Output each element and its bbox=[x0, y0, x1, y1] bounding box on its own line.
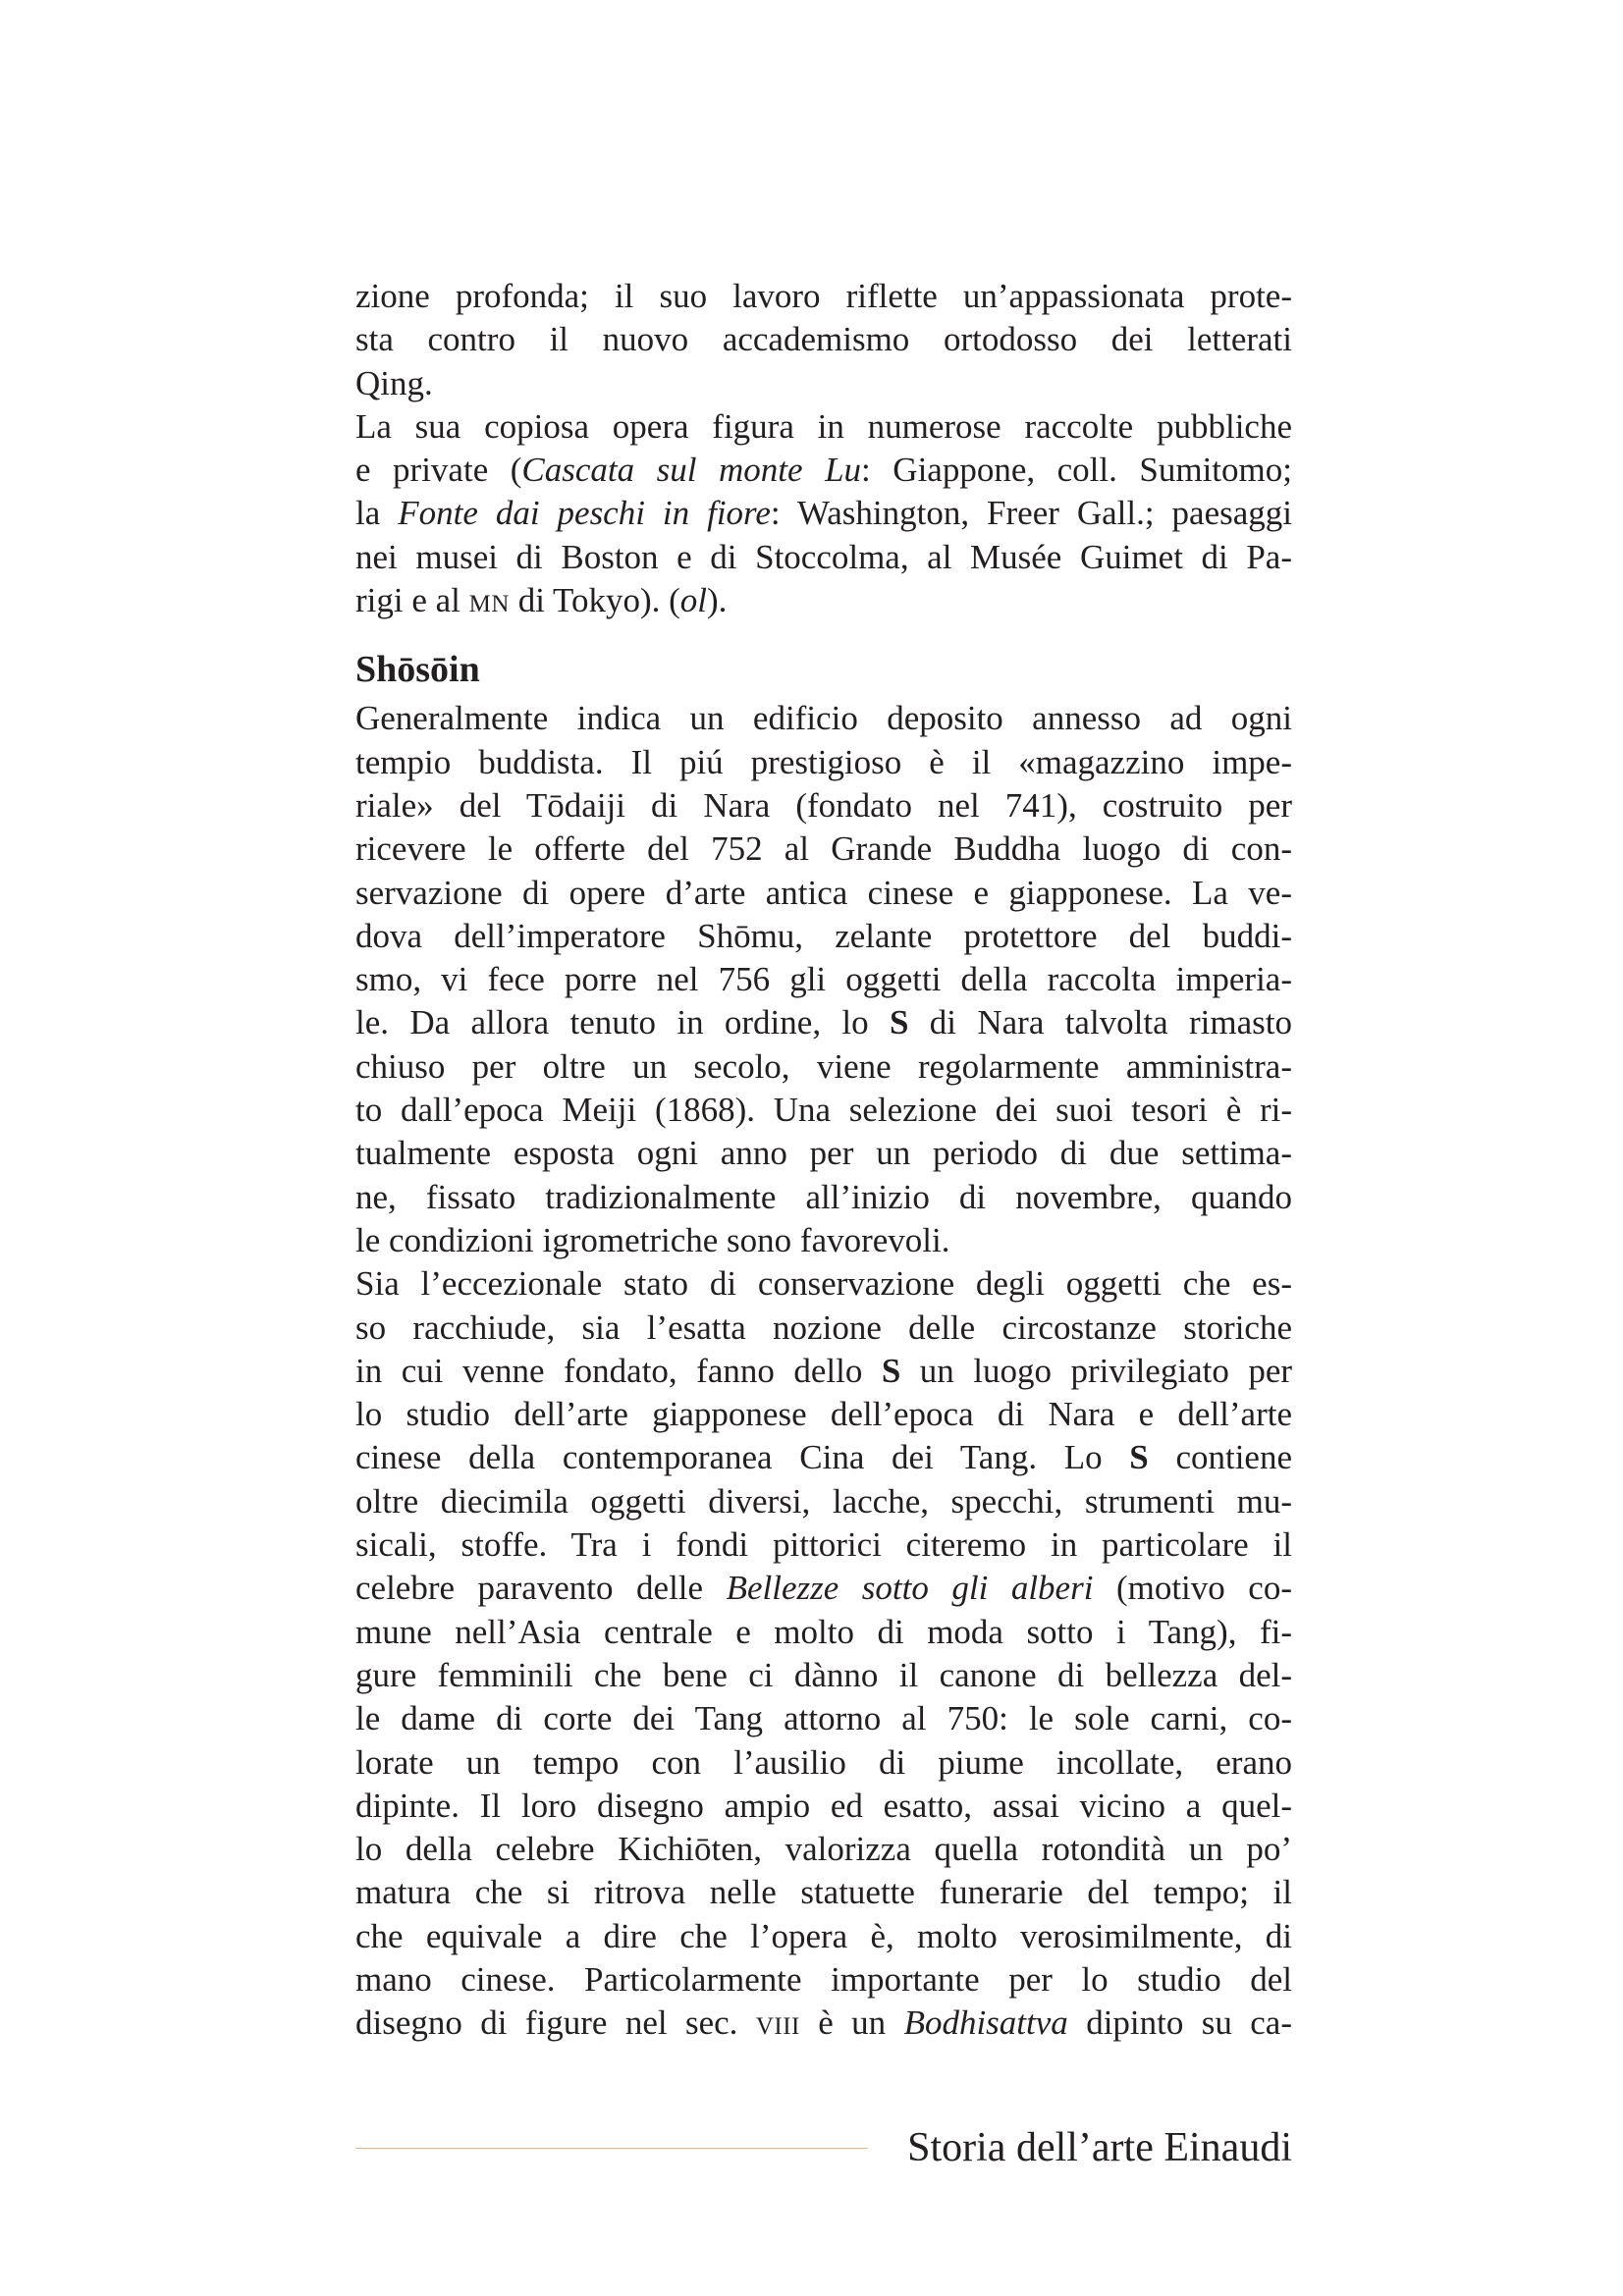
text-line: le condizioni igrometriche sono favorevoli. bbox=[355, 1220, 950, 1259]
paragraph-conservation bbox=[355, 1262, 1292, 2045]
text-line: celebre paravento delle Bellezze sotto gli alberi (motivo co- bbox=[355, 1569, 1292, 1608]
text-line: la Fonte dai peschi in fiore: Washington, Freer Gall.; paesaggi bbox=[355, 494, 1292, 533]
text-line: matura che si ritrova nelle statuette funerarie del tempo; il bbox=[355, 1873, 1292, 1912]
text-line: zione profonda; il suo lavoro riflette un’appassionata prote- bbox=[355, 277, 1292, 315]
footer-title: Storia dell’arte Einaudi bbox=[907, 2125, 1292, 2170]
text-line: tempio buddista. Il piú prestigioso è il «magazzino impe- bbox=[355, 742, 1292, 781]
text-line: La sua copiosa opera figura in numerose raccolte pubbliche bbox=[355, 406, 1292, 446]
text-line: nei musei di Boston e di Stoccolma, al Musée Guimet di Pa- bbox=[355, 537, 1292, 576]
text-line: sicali, stoffe. Tra i fondi pittorici citeremo in particolare il bbox=[355, 1525, 1292, 1565]
text-line: disegno di figure nel sec. viii è un Bodhisattva dipinto su ca- bbox=[355, 2003, 1292, 2043]
text-line: so racchiude, sia l’esatta nozione delle circostanze storiche bbox=[355, 1308, 1292, 1347]
paragraph-collections bbox=[355, 405, 1292, 622]
text-line: servazione di opere d’arte antica cinese e giapponese. La ve- bbox=[355, 873, 1292, 912]
text-line: gure femminili che bene ci dànno il canone di bellezza del- bbox=[355, 1655, 1292, 1694]
paragraph-definition bbox=[355, 697, 1292, 1262]
text-line: lorate un tempo con l’ausilio di piume incollate, erano bbox=[355, 1742, 1292, 1782]
text-line: tualmente esposta ogni anno per un periodo di due settima- bbox=[355, 1134, 1292, 1173]
text-line: oltre diecimila oggetti diversi, lacche, specchi, strumenti mu- bbox=[355, 1481, 1292, 1521]
text-line: dipinte. Il loro disegno ampio ed esatto, assai vicino a quel- bbox=[355, 1786, 1292, 1825]
footer-rule bbox=[355, 2148, 868, 2149]
text-line: smo, vi fece porre nel 756 gli oggetti della raccolta imperia- bbox=[355, 960, 1292, 999]
text-line: Generalmente indica un edificio deposito annesso ad ogni bbox=[355, 699, 1292, 738]
text-line: to dall’epoca Meiji (1868). Una selezione dei suoi tesori è ri- bbox=[355, 1091, 1292, 1130]
entry-heading: Shōsōin bbox=[355, 649, 480, 691]
text-line: ricevere le offerte del 752 al Grande Buddha luogo di con- bbox=[355, 829, 1292, 869]
text-line: ne, fissato tradizionalmente all’inizio di novembre, quando bbox=[355, 1177, 1292, 1216]
text-line: lo studio dell’arte giapponese dell’epoca di Nara e dell’arte bbox=[355, 1395, 1292, 1434]
text-line: le dame di corte dei Tang attorno al 750: le sole carni, co- bbox=[355, 1699, 1292, 1738]
text-line: le. Da allora tenuto in ordine, lo S di Nara talvolta rimasto bbox=[355, 1003, 1292, 1042]
text-line: mano cinese. Particolarmente importante per lo studio del bbox=[355, 1959, 1292, 1999]
text-line: che equivale a dire che l’opera è, molto verosimilmente, di bbox=[355, 1916, 1292, 1955]
text-line: riale» del Tōdaiji di Nara (fondato nel 741), costruito per bbox=[355, 785, 1292, 825]
text-line: in cui venne fondato, fanno dello S un luogo privilegiato per bbox=[355, 1351, 1293, 1390]
text-line: mune nell’Asia centrale e molto di moda sotto i Tang), fi- bbox=[355, 1612, 1292, 1651]
text-line: rigi e al mn di Tokyo). (ol). bbox=[355, 581, 728, 620]
text-line: chiuso per oltre un secolo, viene regolarmente amministra- bbox=[355, 1046, 1292, 1086]
text-line: sta contro il nuovo accademismo ortodosso dei letterati bbox=[355, 320, 1292, 359]
text-column bbox=[355, 275, 1292, 2046]
text-line: Qing. bbox=[355, 363, 433, 402]
text-line: e private (Cascata sul monte Lu: Giappone, coll. Sumitomo; bbox=[355, 451, 1292, 490]
text-line: lo della celebre Kichiōten, valorizza quella rotondità un po’ bbox=[355, 1830, 1292, 1869]
text-line: Sia l’eccezionale stato di conservazione degli oggetti che es- bbox=[355, 1264, 1292, 1304]
text-line: dova dell’imperatore Shōmu, zelante protettore del buddi- bbox=[355, 916, 1292, 955]
text-line: cinese della contemporanea Cina dei Tang. Lo S contiene bbox=[355, 1438, 1292, 1477]
intro-paragraph bbox=[355, 275, 1292, 405]
